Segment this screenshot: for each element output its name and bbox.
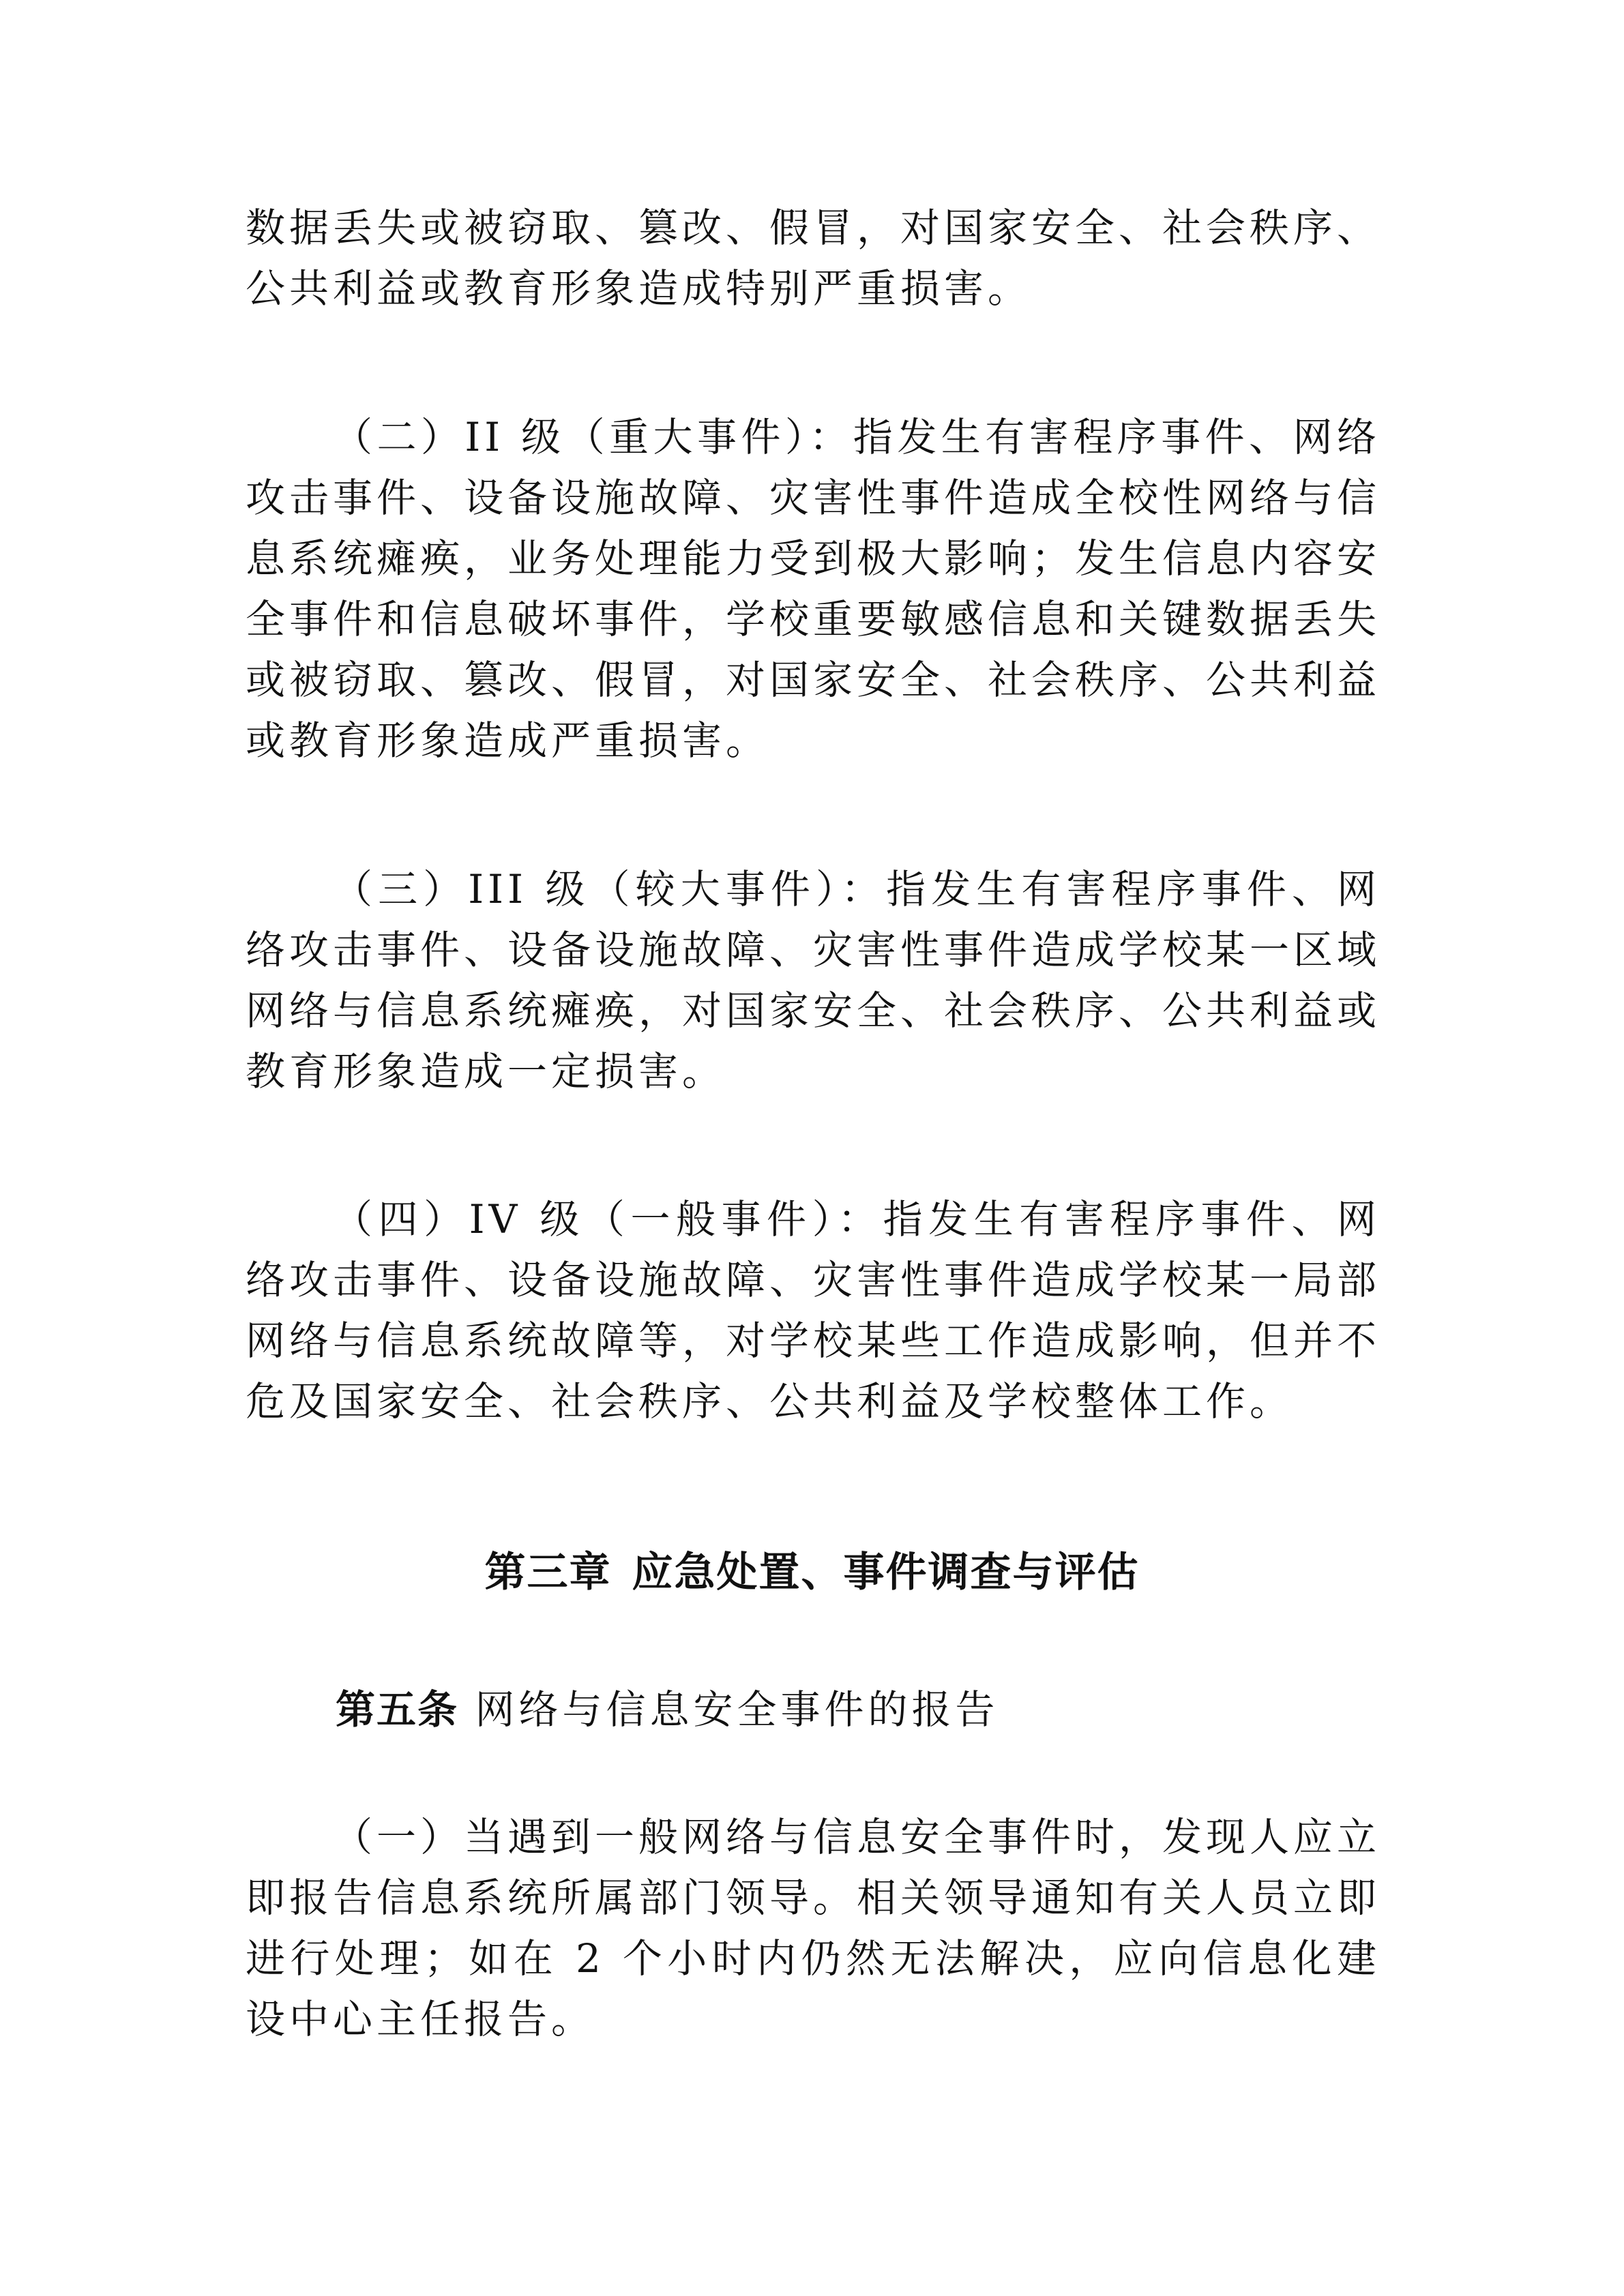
article-title: 网络与信息安全事件的报告 (475, 1686, 999, 1733)
chapter-heading (0, 1540, 1624, 1598)
chapter-title: 应急处置、事件调查与评估 (632, 1549, 1140, 1596)
chapter-number: 第三章 (484, 1549, 612, 1596)
paragraph-level-4: （四）IV 级（一般事件）：指发生有害程序事件、网络攻击事件、设备设施故障、灾害性事件造成学校某一局部网络与信息系统故障等，对学校某些工作造成影响，但并不危及国家安全、社会秩序、公共利益及学校整体工作。 (246, 1196, 1381, 1425)
article-number: 第五条 (336, 1686, 459, 1733)
article-heading (336, 1678, 999, 1735)
paragraph-level-2: （二）II 级（重大事件）：指发生有害程序事件、网络攻击事件、设备设施故障、灾害性事件造成全校性网络与信息系统瘫痪，业务处理能力受到极大影响；发生信息内容安全事件和信息破坏事件，学校重要敏感信息和关键数据丢失或被窃取、篡改、假冒，对国家安全、社会秩序、公共利益或教育形象造成严重损害。 (246, 414, 1381, 764)
paragraph-level-3: （三）III 级（较大事件）：指发生有害程序事件、网络攻击事件、设备设施故障、灾害性事件造成学校某一区域网络与信息系统瘫痪，对国家安全、社会秩序、公共利益或教育形象造成一定损害。 (246, 866, 1381, 1094)
paragraph-continuation: 数据丢失或被窃取、篡改、假冒，对国家安全、社会秩序、公共利益或教育形象造成特别严重损害。 (246, 205, 1381, 312)
paragraph-report-1: （一）当遇到一般网络与信息安全事件时，发现人应立即报告信息系统所属部门领导。相关领导通知有关人员立即进行处理；如在 2 个小时内仍然无法解决，应向信息化建设中心主任报告。 (246, 1814, 1381, 2042)
